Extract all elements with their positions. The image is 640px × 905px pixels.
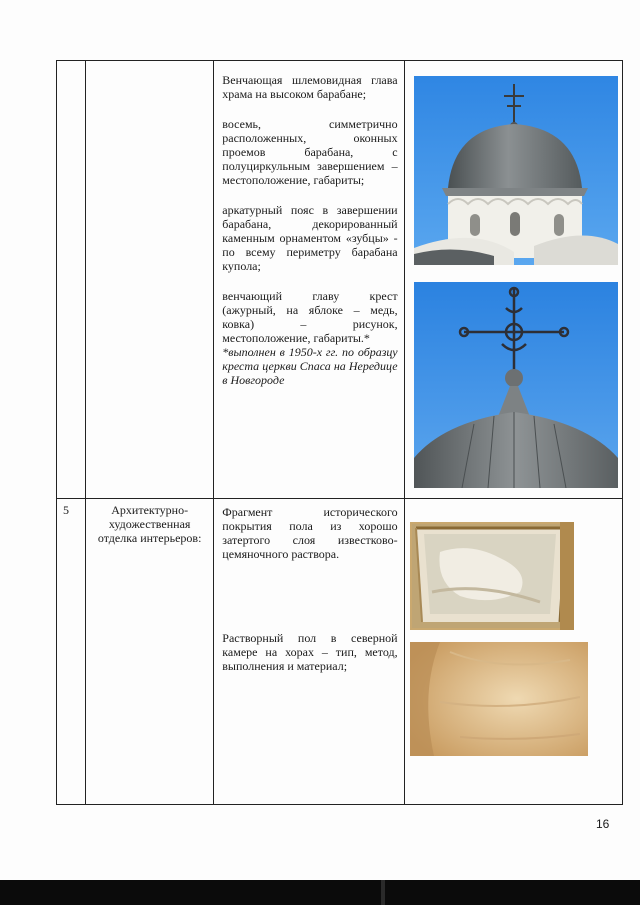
scan-edge-bar (0, 880, 640, 905)
category-label: Архитектурно-художественная отделка интерьеров: (86, 499, 214, 805)
text-block: венчающий главу крест (ажурный, на яблоке – медь, ковка) – рисунок, местоположение, габариты.* (222, 289, 398, 345)
mortar-floor-photo (410, 642, 588, 756)
category-cell (86, 61, 214, 499)
description-cell (214, 61, 404, 499)
floor-fragment-photo (410, 522, 574, 630)
description-cell (214, 499, 404, 805)
footnote-text: *выполнен в 1950-х гг. по образцу креста церкви Спаса на Нередице в Новгороде (222, 345, 398, 387)
row-number-cell (57, 61, 86, 499)
text-block: Фрагмент исторического покрытия пола из хорошо затертого слоя известково-цемяночного раствора. (222, 505, 398, 561)
cross-photo (414, 282, 618, 488)
text-block: восемь, симметрично расположенных, оконных проемов барабана, с полуциркульным завершением – местоположение, габариты; (222, 117, 398, 187)
text-block: Венчающая шлемовидная глава храма на высоком барабане; (222, 73, 398, 101)
page-number: 16 (596, 817, 610, 831)
text-block: аркатурный пояс в завершении барабана, декорированный каменным орнаментом «зубцы» - по всему периметру барабана купола; (222, 203, 398, 273)
dome-drum-photo (414, 76, 618, 265)
row-number: 5 (57, 499, 86, 805)
text-block: Растворный пол в северной камере на хорах – тип, метод, выполнения и материал; (222, 631, 398, 673)
